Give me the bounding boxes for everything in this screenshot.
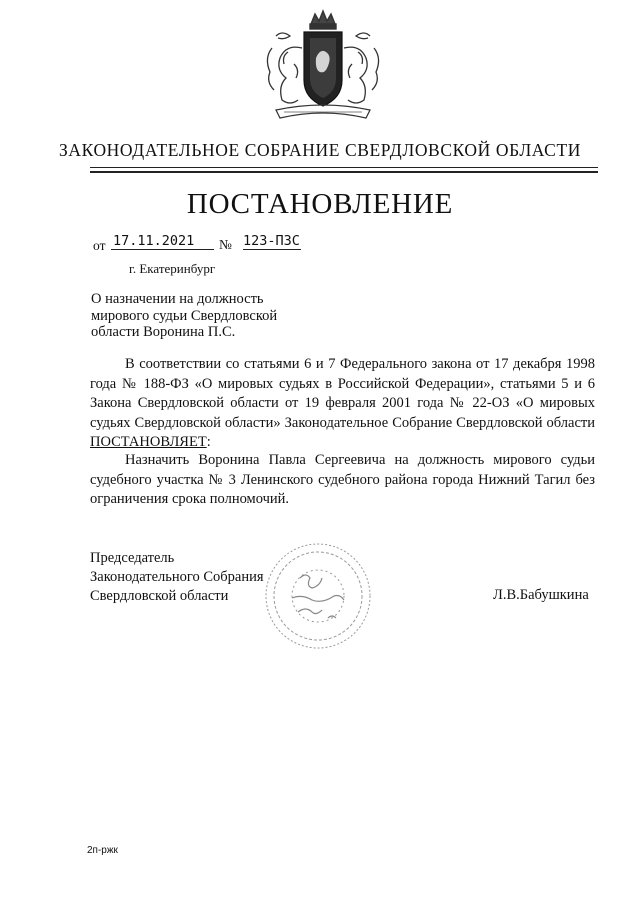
document-type-title: ПОСТАНОВЛЕНИЕ <box>186 188 454 220</box>
basis-text: В соответствии со статьями 6 и 7 Федерального закона от 17 декабря 1998 года № 188-ФЗ «О мировых судьях в Российской Федерации», статьями 5 и 6 Закона Свердловской области от 19 февраля 2001 года № 22-ОЗ «О мировых судьях Свердловской области» Законодательное Собрание Свердловской области <box>90 356 595 431</box>
body-paragraph-decision: Назначить Воронина Павла Сергеевича на должность мирового судьи судебного участка № 3 Ленинского судебного района города Нижний Тагил без ограничения срока полномочий. <box>90 452 595 507</box>
basis-colon: : <box>206 434 211 450</box>
date-prefix: от <box>93 238 106 253</box>
signer-position-line: Председатель <box>90 550 175 566</box>
resolves-keyword: ПОСТАНОВЛЯЕТ <box>90 434 207 450</box>
subject-line: мирового судьи Свердловской <box>91 307 278 324</box>
signer-name: Л.В.Бабушкина <box>493 587 589 603</box>
handwritten-signature <box>292 575 344 618</box>
signer-position-line: Законодательного Собрания <box>90 569 264 585</box>
document-number: 123-ПЗС <box>243 233 300 249</box>
document-subject <box>91 291 331 341</box>
header-rule-top <box>90 167 598 168</box>
header-rule-bottom <box>90 171 598 173</box>
body-paragraph-basis <box>90 355 595 453</box>
organization-name: ЗАКОНОДАТЕЛЬНОЕ СОБРАНИЕ СВЕРДЛОВСКОЙ ОБЛАСТИ <box>59 140 581 160</box>
document-city: г. Екатеринбург <box>129 261 216 276</box>
signer-position-line: Свердловской области <box>90 588 229 604</box>
subject-line: области Воронина П.С. <box>91 324 236 340</box>
coat-of-arms-emblem <box>258 8 388 126</box>
subject-line: О назначении на должность <box>91 291 264 307</box>
number-prefix: № <box>219 237 232 252</box>
signer-position <box>90 549 264 606</box>
official-seal-stamp <box>258 538 378 656</box>
footer-code: 2п-ржк <box>87 845 118 856</box>
document-date: 17.11.2021 <box>111 233 214 250</box>
